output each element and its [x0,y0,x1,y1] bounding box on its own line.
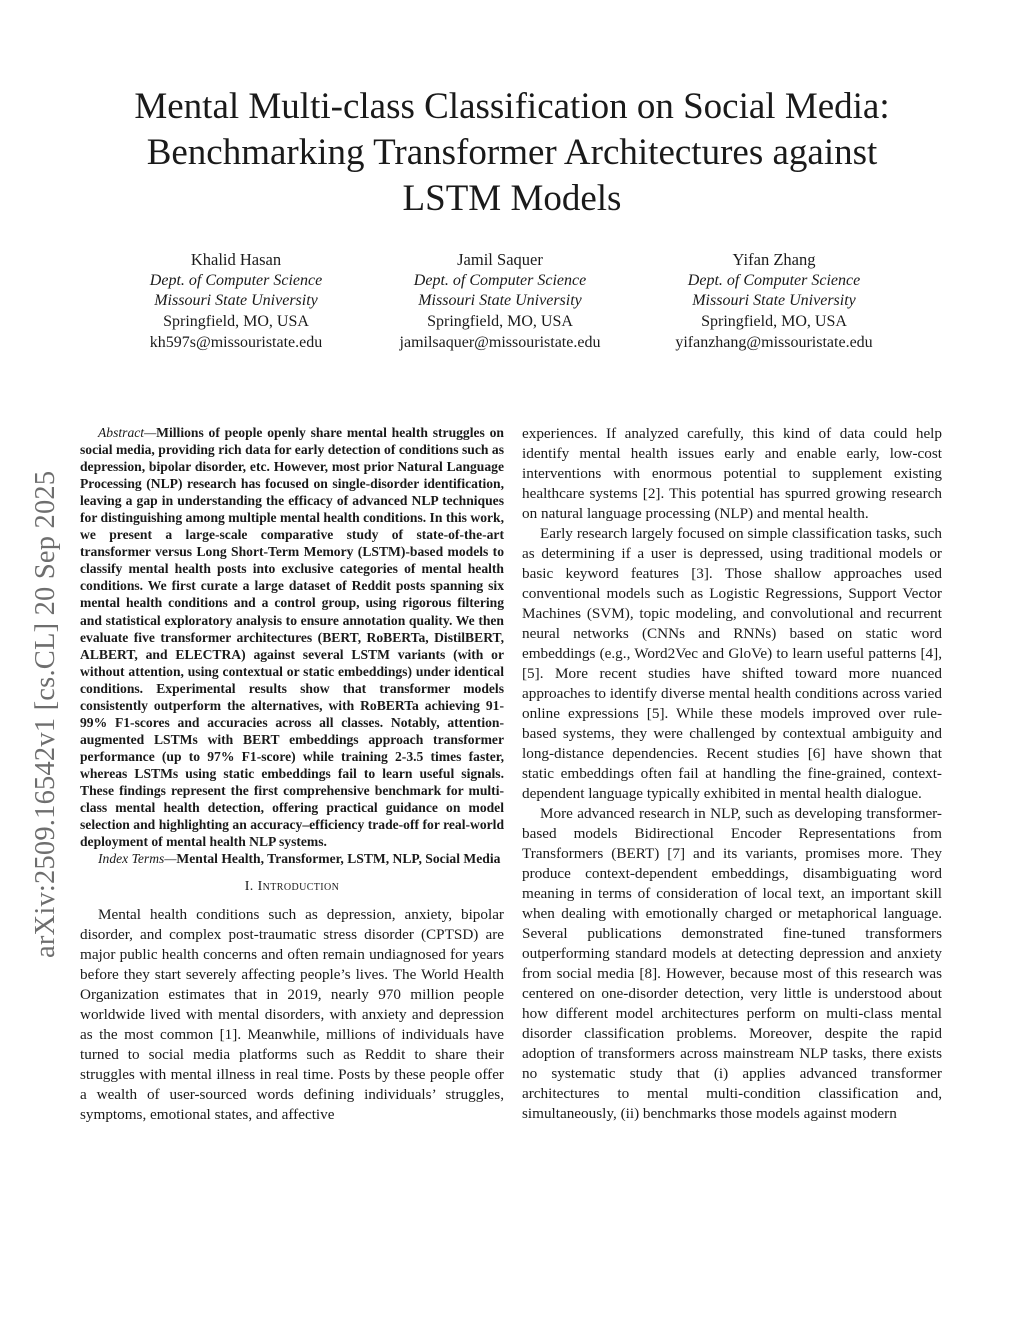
arxiv-identifier: arXiv:2509.16542v1 [cs.CL] 20 Sep 2025 [30,470,61,958]
right-column [522,424,942,1124]
author-department: Dept. of Computer Science [687,271,861,289]
paper-title [60,84,964,222]
author-name: Jamil Saquer [457,250,543,269]
author-university: Missouri State University [154,292,318,310]
author-email: jamilsaquer@missouristate.edu [399,333,601,351]
body-paragraph: Mental health conditions such as depression, anxiety, bipolar disorder, and complex post-traumatic stress disorder (CPTSD) are major public health concerns and often remain undiagnosed for years before they start severely affecting people’s lives. The World Health Organization estimates that in 2019, nearly 970 million people worldwide lived with mental disorders, with anxiety and depression as the most common [1]. Meanwhile, millions of individuals have turned to social media platforms such as Reddit to share their struggles with mental illness in real time. Posts by these people offer a wealth of user-sourced words defining individuals’ struggles, symptoms, emotional states, and affective [80,906,504,1124]
author-name: Khalid Hasan [190,250,282,269]
left-column [80,424,504,1125]
author-department: Dept. of Computer Science [149,271,323,289]
body-paragraph: experiences. If analyzed carefully, this kind of data could help identify mental health issues early and enable early, low-cost interventions with enormous potential to supplement existing healthcare systems [2]. This potential has spurred growing research on natural language processing (NLP) and mental health. [522,425,942,522]
author-location: Springfield, MO, USA [701,313,847,331]
author-location: Springfield, MO, USA [427,313,573,331]
author-block [86,250,386,354]
author-university: Missouri State University [418,292,582,310]
author-name: Yifan Zhang [732,250,816,269]
author-department: Dept. of Computer Science [413,271,587,289]
abstract [80,424,504,850]
section-heading [80,877,504,897]
title-line: LSTM Models [402,178,622,219]
author-block [350,250,650,354]
index-terms-label: Index Terms— [98,851,177,867]
body-paragraph: More advanced research in NLP, such as developing transformer-based models Bidirectional Encoder Representations from Transformers (BERT) [7] and its variants, promises more. They produce context-dependent embeddings, disambiguating word meaning in terms of consideration of local text, an important skill when dealing with emotionally charged or metaphorical language. Several publications demonstrated fine-tuned transformers outperforming standard models at detecting depression and anxiety from social media [8]. However, because most of this research was centered on one-disorder detection, very little is understood about how different model architectures perform on multi-class mental disorder classification problems. Moreover, despite the rapid adoption of transformers across mainstream NLP tasks, there exists no systematic study that (i) applies advanced transformer architectures to mental multi-condition classification and, simultaneously, (ii) benchmarks those models against modern [522,805,942,1122]
author-email: kh597s@missouristate.edu [149,333,323,351]
section-number: I. [244,879,254,895]
section-title: Introduction [257,879,340,895]
body-paragraph: Early research largely focused on simple classification tasks, such as determining if a user is depressed, using traditional models or basic keyword features [3]. Those shallow approaches used conventional models such as Logistic Regressions, Support Vector Machines (SVM), topic modeling, and convolutional and recurrent neural networks (CNNs and RNNs) based on static word embeddings (e.g., Word2Vec and GloVe) to learn useful patterns [4], [5]. More recent studies have shifted toward more nuanced approaches to identify diverse mental health conditions across varied online expressions [5]. While these models improved over rule-based systems, they were challenged by contextual ambiguity and long-distance dependencies. Recent studies [6] have shown that static embeddings often fail at handling the fine-grained, context-dependent language typically exhibited in mental health dialogue. [522,525,942,802]
index-terms [80,850,504,867]
author-block [624,250,924,354]
index-terms-text: Mental Health, Transformer, LSTM, NLP, Social Media [176,851,501,867]
author-email: yifanzhang@missouristate.edu [675,333,873,351]
title-line: Mental Multi-class Classification on Social Media: [134,86,890,127]
abstract-label: Abstract— [98,425,157,440]
title-line: Benchmarking Transformer Architectures against [146,132,878,173]
author-university: Missouri State University [692,292,856,310]
abstract-text: Millions of people openly share mental health struggles on social media, providing rich data for early detection of conditions such as depression, bipolar disorder, etc. However, most prior Natural Language Processing (NLP) research has focused on single-disorder identification, leaving a gap in understanding the efficacy of advanced NLP techniques for distinguishing among multiple mental health conditions. In this work, we present a large-scale comparative study of state-of-the-art transformer versus Long Short-Term Memory (LSTM)-based models to classify mental health posts into exclusive categories of mental health conditions. We first curate a large dataset of Reddit posts spanning six mental health conditions and a control group, using rigorous filtering and statistical exploratory analysis to ensure annotation quality. We then evaluate five transformer architectures (BERT, RoBERTa, DistilBERT, ALBERT, and ELECTRA) against several LSTM variants (with or without attention, using contextual or static embeddings) under identical conditions. Experimental results show that transformer models consistently outperform the alternatives, with RoBERTa achieving 91-99% F1-scores and accuracies across all classes. Notably, attention-augmented LSTMs with BERT embeddings approach transformer performance (up to 97% F1-score) while training 2-3.5 times faster, whereas LSTMs using static embeddings fail to learn useful signals. These findings represent the first comprehensive benchmark for multi-class mental health detection, offering practical guidance on model selection and highlighting an accuracy–efficiency trade-off for real-world deployment of mental health NLP systems. [80,425,504,850]
author-location: Springfield, MO, USA [163,313,309,331]
